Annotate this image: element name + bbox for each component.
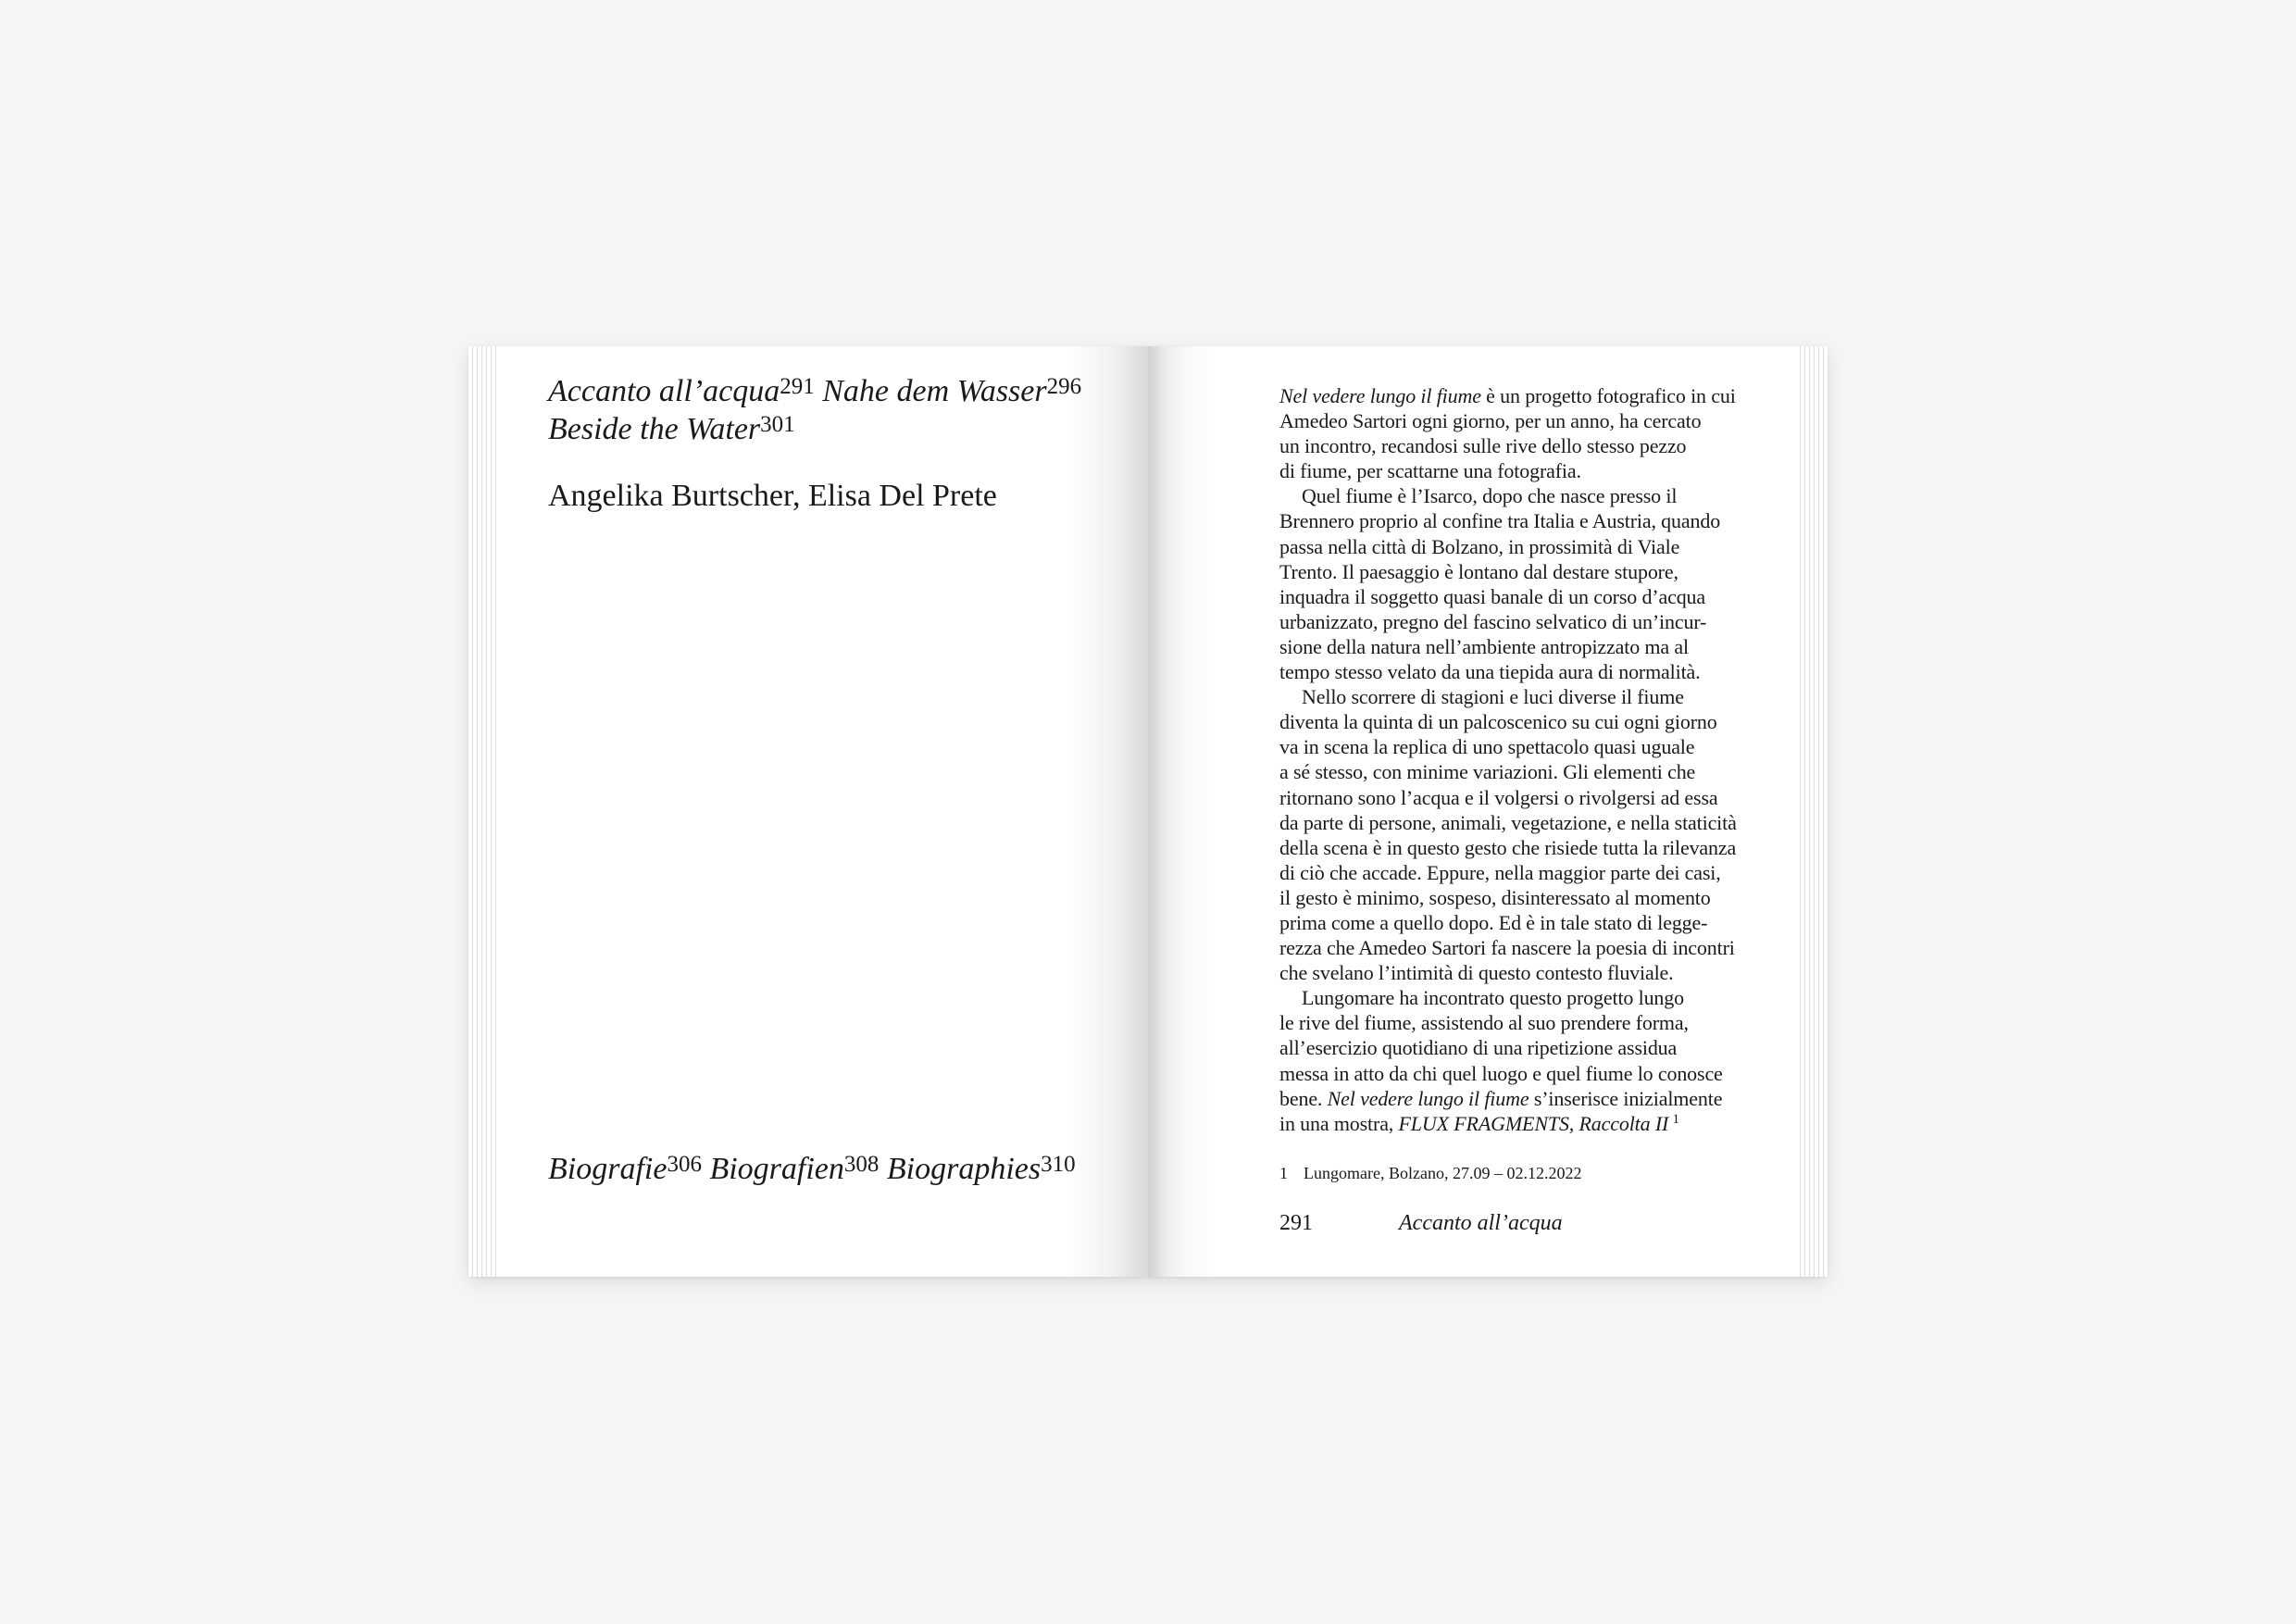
body-line-text: Trento. Il paesaggio è lontano dal destare stupore,: [1279, 559, 1678, 583]
body-line-text: va in scena la replica di uno spettacolo quasi uguale: [1279, 735, 1695, 759]
bio-label-german: Biografien: [709, 1152, 844, 1186]
body-line-text: è un progetto fotografico in cui: [1480, 384, 1736, 407]
body-line-text: a sé stesso, con minime variazioni. Gli elementi che: [1279, 760, 1696, 784]
body-line: [1279, 734, 1770, 759]
body-line: [1279, 910, 1770, 935]
body-line: [1279, 458, 1770, 483]
body-line: [1279, 659, 1770, 684]
body-line: [1279, 1010, 1770, 1035]
body-line-text: di fiume, per scattarne una fotografia.: [1279, 459, 1581, 483]
body-line-text: urbanizzato, pregno del fascino selvatico di un’incur-: [1279, 609, 1707, 633]
body-line-text: bene.: [1279, 1086, 1328, 1110]
bio-page-italian: 306: [667, 1152, 702, 1177]
body-line-text: le rive del fiume, assistendo al suo prendere forma,: [1279, 1011, 1689, 1035]
body-line: [1279, 534, 1770, 559]
footnote-number: 1: [1279, 1164, 1288, 1182]
body-line-text: Lungomare ha incontrato questo progetto lungo: [1302, 986, 1684, 1010]
body-line: [1279, 559, 1770, 584]
toc-page-italian: 291: [780, 374, 815, 399]
body-text: [1279, 383, 1770, 1140]
body-line-italic: FLUX FRAGMENTS, Raccolta II: [1398, 1111, 1669, 1135]
body-line-text: inquadra il soggetto quasi banale di un corso d’acqua: [1279, 584, 1706, 608]
body-line: [1279, 785, 1770, 810]
body-line-text: della scena è in questo gesto che risiede tutta la rilevanza: [1279, 835, 1737, 859]
body-line: [1279, 759, 1770, 784]
body-line-text: Brennero proprio al confine tra Italia e Austria, quando: [1279, 509, 1721, 533]
body-line: [1279, 935, 1770, 960]
bio-page-german: 308: [843, 1152, 880, 1177]
body-line: [1279, 1111, 1770, 1140]
body-line: [1279, 383, 1770, 408]
body-line: [1279, 810, 1770, 835]
body-line-text: sione della natura nell’ambiente antropizzato ma al: [1279, 634, 1689, 658]
body-line: [1279, 433, 1770, 458]
body-line: [1279, 408, 1770, 433]
body-line: [1279, 1086, 1770, 1111]
toc-page-english: 301: [760, 412, 795, 437]
body-line-text: il gesto è minimo, sospeso, disinteressato al momento: [1279, 885, 1711, 909]
body-line-text: Amedeo Sartori ogni giorno, per un anno, ha cercato: [1279, 409, 1702, 433]
body-line: [1279, 960, 1770, 985]
body-line: [1279, 885, 1770, 910]
body-line-text: tempo stesso velato da una tiepida aura di normalità.: [1279, 660, 1701, 684]
body-line-text: s’inserisce inizialmente: [1529, 1086, 1723, 1110]
body-line-text: rezza che Amedeo Sartori fa nascere la poesia di incontri: [1279, 936, 1735, 960]
body-line-text: un incontro, recandosi sulle rive dello stesso pezzo: [1279, 434, 1687, 458]
body-line: [1279, 483, 1770, 508]
body-line: [1279, 985, 1770, 1010]
body-line-text: che svelano l’intimità di questo contesto fluviale.: [1279, 961, 1674, 985]
body-line-italic: Nel vedere lungo il fiume: [1279, 384, 1481, 407]
body-line-text: di ciò che accade. Eppure, nella maggior parte dei casi,: [1279, 860, 1721, 884]
body-line-text: messa in atto da chi quel luogo e quel fiume lo conosce: [1279, 1061, 1723, 1085]
toc-title-english: Beside the Water: [548, 412, 761, 446]
authors: Angelika Burtscher, Elisa Del Prete: [548, 479, 997, 513]
toc-page-german: 296: [1046, 374, 1082, 399]
toc-title-german: Nahe dem Wasser: [822, 374, 1047, 408]
body-line: [1279, 634, 1770, 659]
body-line: [1279, 684, 1770, 709]
body-line-text: passa nella città di Bolzano, in prossimità di Viale: [1279, 534, 1680, 558]
toc-title-italian: Accanto all’acqua: [548, 374, 780, 408]
body-line: [1279, 860, 1770, 885]
bio-label-english: Biographies: [886, 1152, 1042, 1186]
body-line-text: in una mostra,: [1279, 1111, 1399, 1135]
body-line-italic: Nel vedere lungo il fiume: [1327, 1086, 1529, 1110]
bio-page-english: 310: [1041, 1152, 1076, 1177]
body-line: [1279, 584, 1770, 609]
body-line-text: diventa la quinta di un palcoscenico su cui ogni giorno: [1279, 710, 1717, 734]
body-line: [1279, 709, 1770, 734]
body-line-text: da parte di persone, animali, vegetazione, e nella staticità: [1279, 810, 1737, 834]
body-line: [1279, 1061, 1770, 1086]
body-line-text: Quel fiume è l’Isarco, dopo che nasce presso il: [1302, 484, 1678, 508]
footnote-reference: 1: [1672, 1111, 1679, 1127]
body-line-text: prima come a quello dopo. Ed è in tale stato di legge-: [1279, 910, 1708, 934]
running-head: Accanto all’acqua: [1399, 1211, 1563, 1235]
right-page-content: [468, 346, 1828, 1277]
body-line: [1279, 835, 1770, 860]
body-line: [1279, 1035, 1770, 1060]
footnote-text: Lungomare, Bolzano, 27.09 – 02.12.2022: [1304, 1164, 1582, 1182]
body-line: [1279, 609, 1770, 634]
body-line-text: all’esercizio quotidiano di una ripetizione assidua: [1279, 1036, 1678, 1060]
footnote: [1279, 1163, 1581, 1183]
body-line-text: Nello scorrere di stagioni e luci diverse il fiume: [1302, 685, 1684, 709]
bio-label-italian: Biografie: [548, 1152, 668, 1186]
body-line-text: ritornano sono l’acqua e il volgersi o rivolgersi ad essa: [1279, 785, 1718, 809]
body-line: [1279, 508, 1770, 533]
page-number: 291: [1279, 1211, 1313, 1235]
